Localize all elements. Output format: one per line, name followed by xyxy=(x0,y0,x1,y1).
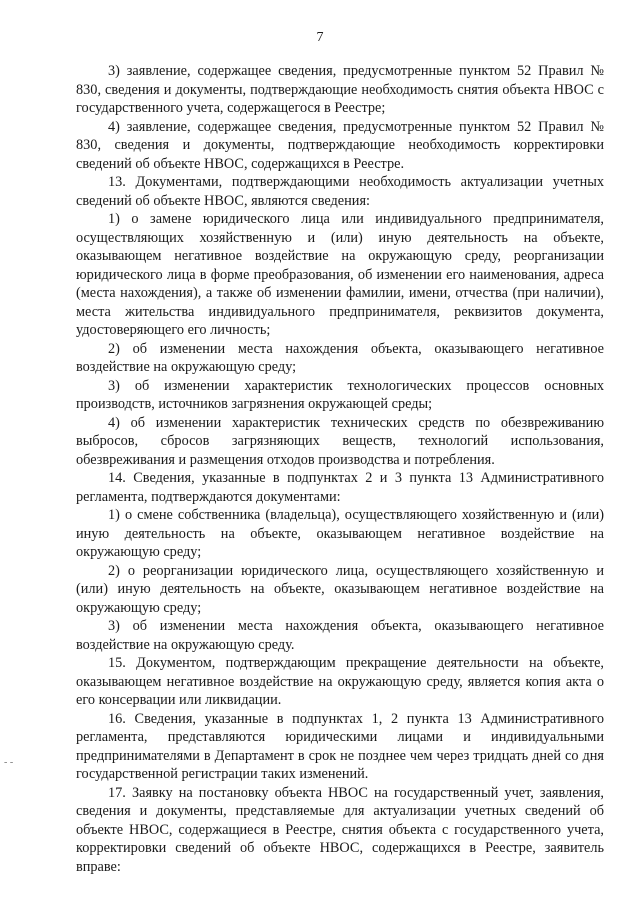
paragraph-13-2-location-change: 2) об изменении места нахождения объекта, оказывающего негативное воздействие на окружающую среду; xyxy=(76,340,604,375)
page-number: 7 xyxy=(316,30,324,45)
margin-mark: - - xyxy=(4,757,14,768)
paragraph-13-3-process-change: 3) об изменении характеристик технологических процессов основных производств, источников загрязнения окружающей среды; xyxy=(76,377,604,412)
paragraph-17-submission: 17. Заявку на постановку объекта НВОС на государственный учет, заявления, сведения и документы, представляемые для актуализации учетных сведений об объекте НВОС, содержащиеся в Реестре, снятия объекта с государственного учета, корректировки сведений об объекте НВОС, содержащихся в Реестре, заявитель вправе: xyxy=(76,784,604,875)
paragraph-14-1-owner-change: 1) о смене собственника (владельца), осуществляющего хозяйственную и (или) иную деятельность на объекте, оказывающем негативное воздействие на окружающую среду; xyxy=(76,507,604,560)
paragraph-14-2-reorganization: 2) о реорганизации юридического лица, осуществляющего хозяйственную и (или) иную деятельность на объекте, оказывающем негативное воздействие на окружающую среду; xyxy=(76,562,604,616)
document-body xyxy=(76,62,604,876)
paragraph-15-termination: 15. Документом, подтверждающим прекращение деятельности на объекте, оказывающем негативное воздействие на окружающую среду, является копия акта о его консервации или ликвидации. xyxy=(76,655,604,708)
paragraph-14-confirmation: 14. Сведения, указанные в подпунктах 2 и 3 пункта 13 Административного регламента, подтверждаются документами: xyxy=(76,470,604,505)
paragraph-13-1-entity-replacement: 1) о замене юридического лица или индивидуального предпринимателя, осуществляющих хозяйственную и (или) иную деятельность на объекте, оказывающем негативное воздействие на окружающую среду, реорганизации юридического лица в форме преобразования, об изменении его наименования, адреса (места нахождения), а также об изменении фамилии, имени, отчества (при наличии), места жительства индивидуального предпринимателя, реквизитов документа, удостоверяющего его личность; xyxy=(76,211,604,338)
paragraph-13-4-equipment-change: 4) об изменении характеристик технических средств по обезвреживанию выбросов, сбросов загрязняющих веществ, технологий использования, обезвреживания и размещения отходов производства и потребления. xyxy=(76,414,604,468)
paragraph-13-update-documents: 13. Документами, подтверждающими необходимость актуализации учетных сведений об объекте НВОС, являются сведения: xyxy=(76,174,604,209)
paragraph-14-3-location-change: 3) об изменении места нахождения объекта, оказывающего негативное воздействие на окружающую среду. xyxy=(76,618,604,653)
paragraph-16-deadline: 16. Сведения, указанные в подпунктах 1, 2 пункта 13 Административного регламента, представляются юридическими лицами и индивидуальными предпринимателями в Департамент в срок не позднее чем через тридцать дней со дня государственной регистрации таких изменений. xyxy=(76,710,604,782)
paragraph-4-statement-correction: 4) заявление, содержащее сведения, предусмотренные пунктом 52 Правил № 830, сведения и документы, подтверждающие необходимость корректировки сведений об объекте НВОС, содержащихся в Реестре. xyxy=(76,118,604,172)
paragraph-3-statement-deregistration: 3) заявление, содержащее сведения, предусмотренные пунктом 52 Правил № 830, сведения и документы, подтверждающие необходимость снятия объекта НВОС с государственного учета, содержащегося в Реестре; xyxy=(76,63,604,116)
